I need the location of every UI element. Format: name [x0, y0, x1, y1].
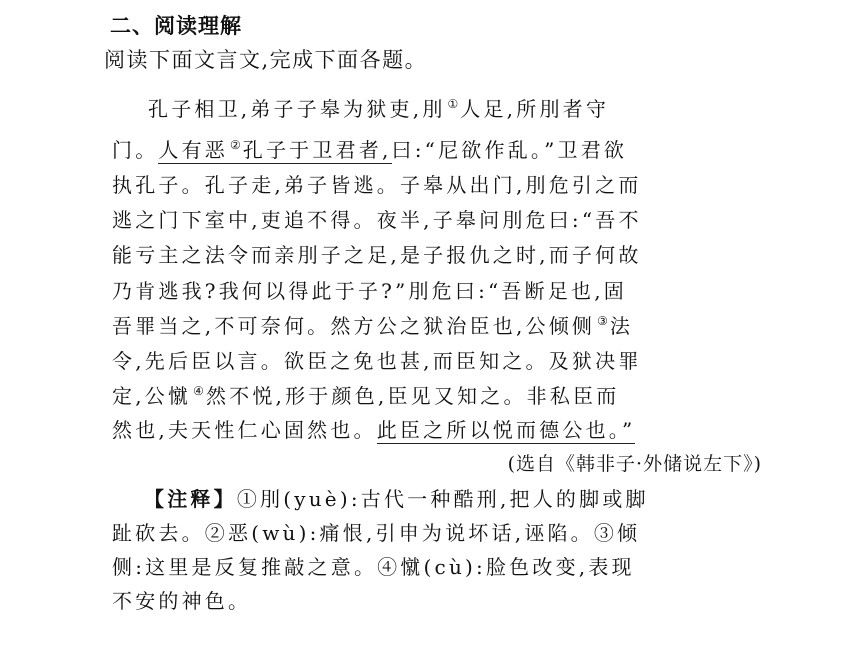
passage-line-8: 令,先后臣以言。欲臣之免也甚,而臣知之。及狱决罪 — [112, 349, 642, 373]
passage-line-2: 门。人有恶 ② 孔子于卫君者,曰:“尼欲作乱。”卫君欲 — [112, 138, 628, 162]
notes-line-3: 侧:这里是反复推敲之意。④憱(cù):脸色改变,表现 — [112, 555, 635, 579]
passage-line-3: 执孔子。孔子走,弟子皆逃。子皋从出门,刖危引之而 — [112, 173, 642, 197]
footnote-mark-3: ③ — [597, 314, 608, 328]
passage-line-4: 逃之门下室中,吏追不得。夜半,子皋问刖危曰:“吾不 — [112, 208, 642, 232]
underlined-phrase-1: 人有恶 ② 孔子于卫君者, — [158, 138, 392, 162]
footnote-mark-1: ① — [447, 97, 459, 111]
passage-line-10: 然也,夫天性仁心固然也。此臣之所以悦而德公也。” — [112, 418, 636, 442]
instruction-text: 阅读下面文言文,完成下面各题。 — [104, 48, 428, 72]
passage-line-1: 孔子相卫,弟子子皋为狱吏,刖 ① 人足,所刖者守 — [148, 97, 610, 121]
passage-line-5: 能亏主之法令而亲刖子之足,是子报仇之时,而子何故 — [112, 243, 642, 267]
passage-line-7: 吾罪当之,不可奈何。然方公之狱治臣也,公倾侧 ③ 法 — [112, 314, 634, 338]
footnote-mark-2: ② — [230, 138, 241, 152]
passage-line-9: 定,公憱 ④ 然不悦,形于颜色,臣见又知之。非私臣而 — [112, 384, 620, 408]
notes-title: 【注释】 — [144, 487, 237, 511]
passage-line-6: 乃肯逃我?我何以得此于子?”刖危曰:“吾断足也,固 — [112, 279, 627, 303]
source-citation: (选自《韩非子·外储说左下》) — [507, 453, 762, 475]
section-heading: 二、阅读理解 — [110, 14, 242, 38]
footnote-mark-4: ④ — [193, 384, 204, 398]
notes-line-1: 【注释】①刖(yuè):古代一种酷刑,把人的脚或脚 — [144, 487, 649, 511]
notes-line-4: 不安的神色。 — [112, 589, 252, 613]
underlined-phrase-2: 此臣之所以悦而德公也。” — [376, 418, 636, 442]
notes-line-2: 趾砍去。②恶(wù):痛恨,引申为说坏话,诬陷。③倾 — [112, 521, 641, 545]
